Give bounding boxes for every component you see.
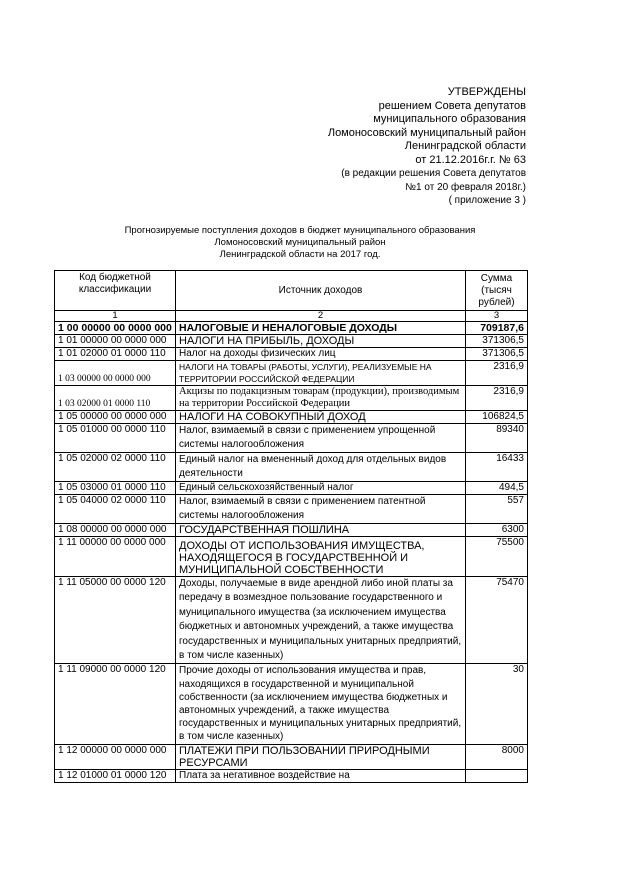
table-row [55, 411, 528, 424]
row-source: Акцизы по подакцизным товарам (продукции), производимым на территории Российской Федерации [176, 386, 466, 411]
row-code: 1 11 09000 00 0000 120 [55, 664, 176, 744]
row-amount: 709187,6 [466, 322, 528, 335]
table-row [55, 524, 528, 537]
row-code: 1 12 00000 00 0000 000 [55, 744, 176, 769]
row-source: ПЛАТЕЖИ ПРИ ПОЛЬЗОВАНИИ ПРИРОДНЫМИ РЕСУРСАМИ [176, 744, 466, 769]
row-source: ГОСУДАРСТВЕННАЯ ПОШЛИНА [176, 524, 466, 537]
approval-line: от 21.12.2016г.г. № 63 [415, 153, 526, 166]
col-number: 1 [55, 311, 176, 322]
table-row [55, 361, 528, 386]
approval-line: решением Совета депутатов [378, 99, 526, 112]
row-amount: 30 [466, 664, 528, 744]
row-code: 1 00 00000 00 0000 000 [55, 322, 176, 335]
row-code: 1 03 02000 01 0000 110 [55, 386, 176, 411]
row-code: 1 05 02000 02 0000 110 [55, 453, 176, 482]
row-source: НАЛОГИ НА ТОВАРЫ (РАБОТЫ, УСЛУГИ), РЕАЛИЗУЕМЫЕ НА ТЕРРИТОРИИ РОССИЙСКОЙ ФЕДЕРАЦИИ [176, 361, 466, 386]
table-row [55, 577, 528, 664]
row-amount: 8000 [466, 744, 528, 769]
header-source: Источник доходов [176, 271, 466, 311]
row-code: 1 01 02000 01 0000 110 [55, 348, 176, 361]
row-code: 1 05 04000 02 0000 110 [55, 495, 176, 524]
row-source: Единый налог на вмененный доход для отдельных видов деятельности [176, 453, 466, 482]
row-code: 1 05 03000 01 0000 110 [55, 482, 176, 495]
table-row [55, 386, 528, 411]
row-source: Единый сельскохозяйственный налог [176, 482, 466, 495]
approval-line: УТВЕРЖДЕНЫ [447, 86, 526, 98]
row-amount: 2316,9 [466, 361, 528, 386]
row-code: 1 12 01000 01 0000 120 [55, 769, 176, 782]
row-source: Доходы, получаемые в виде арендной либо иной платы за передачу в возмездное пользование государственного и муниципального имущества (за исключением имущества бюджетных и автономных учреждений, а также имущества государственных и муниципальных унитарных предприятий, в том числе казенных) [176, 577, 466, 664]
table-row [55, 495, 528, 524]
row-code: 1 05 00000 00 0000 000 [55, 411, 176, 424]
row-code: 1 03 00000 00 0000 000 [55, 361, 176, 386]
row-amount: 106824,5 [466, 411, 528, 424]
row-amount: 89340 [466, 424, 528, 453]
row-source: ДОХОДЫ ОТ ИСПОЛЬЗОВАНИЯ ИМУЩЕСТВА, НАХОДЯЩЕГОСЯ В ГОСУДАРСТВЕННОЙ И МУНИЦИПАЛЬНОЙ СОБСТВЕННОСТИ [176, 537, 466, 577]
header-code: Код бюджетной классификации [55, 271, 176, 311]
row-code: 1 11 05000 00 0000 120 [55, 577, 176, 664]
row-source: Налог, взимаемый в связи с применением патентной системы налогообложения [176, 495, 466, 524]
row-amount: 494,5 [466, 482, 528, 495]
row-amount: 2316,9 [466, 386, 528, 411]
row-amount: 75470 [466, 577, 528, 664]
row-source: НАЛОГОВЫЕ И НЕНАЛОГОВЫЕ ДОХОДЫ [176, 322, 466, 335]
row-code: 1 11 00000 00 0000 000 [55, 537, 176, 577]
row-source: НАЛОГИ НА ПРИБЫЛЬ, ДОХОДЫ [176, 335, 466, 348]
table-row [55, 664, 528, 744]
table-row [55, 744, 528, 769]
col-number: 3 [466, 311, 528, 322]
col-number: 2 [176, 311, 466, 322]
title-line: Ленинградской области на 2017 год. [219, 249, 381, 260]
row-source: НАЛОГИ НА СОВОКУПНЫЙ ДОХОД [176, 411, 466, 424]
approval-line: Ленинградской области [404, 140, 526, 152]
income-table [54, 270, 528, 783]
table-row [55, 482, 528, 495]
table-row [55, 537, 528, 577]
row-amount: 75500 [466, 537, 528, 577]
row-amount: 371306,5 [466, 335, 528, 348]
title-line: Прогнозируемые поступления доходов в бюджет муниципального образования [124, 225, 476, 236]
row-source: Плата за негативное воздействие на [176, 769, 466, 782]
row-amount [466, 769, 528, 782]
title-line: Ломоносовский муниципальный район [214, 237, 386, 248]
table-row [55, 322, 528, 335]
row-source: Налог, взимаемый в связи с применением упрощенной системы налогообложения [176, 424, 466, 453]
row-code: 1 05 01000 00 0000 110 [55, 424, 176, 453]
table-row [55, 335, 528, 348]
table-row [55, 769, 528, 782]
approval-block [328, 86, 526, 208]
amendment-line: ( приложение 3 ) [448, 195, 526, 206]
row-amount: 16433 [466, 453, 528, 482]
table-header-row [55, 271, 528, 311]
row-amount: 371306,5 [466, 348, 528, 361]
amendment-line: (в редакции решения Совета депутатов [341, 168, 526, 179]
header-amount: Сумма (тысяч рублей) [466, 271, 528, 311]
table-row [55, 424, 528, 453]
column-number-row [55, 311, 528, 322]
approval-line: Ломоносовский муниципальный район [327, 126, 526, 139]
row-amount: 557 [466, 495, 528, 524]
document-title [100, 225, 500, 261]
approval-line: муниципального образования [373, 113, 526, 125]
amendment-line: №1 от 20 февраля 2018г.) [405, 181, 526, 193]
row-source: Налог на доходы физических лиц [176, 348, 466, 361]
table-row [55, 348, 528, 361]
row-source: Прочие доходы от использования имущества и прав, находящихся в государственной и муниципальной собственности (за исключением имущества бюджетных и автономных учреждений, а также имущества государственных и муниципальных унитарных предприятий, в том числе казенных) [176, 664, 466, 744]
table-row [55, 453, 528, 482]
row-amount: 6300 [466, 524, 528, 537]
row-code: 1 08 00000 00 0000 000 [55, 524, 176, 537]
row-code: 1 01 00000 00 0000 000 [55, 335, 176, 348]
